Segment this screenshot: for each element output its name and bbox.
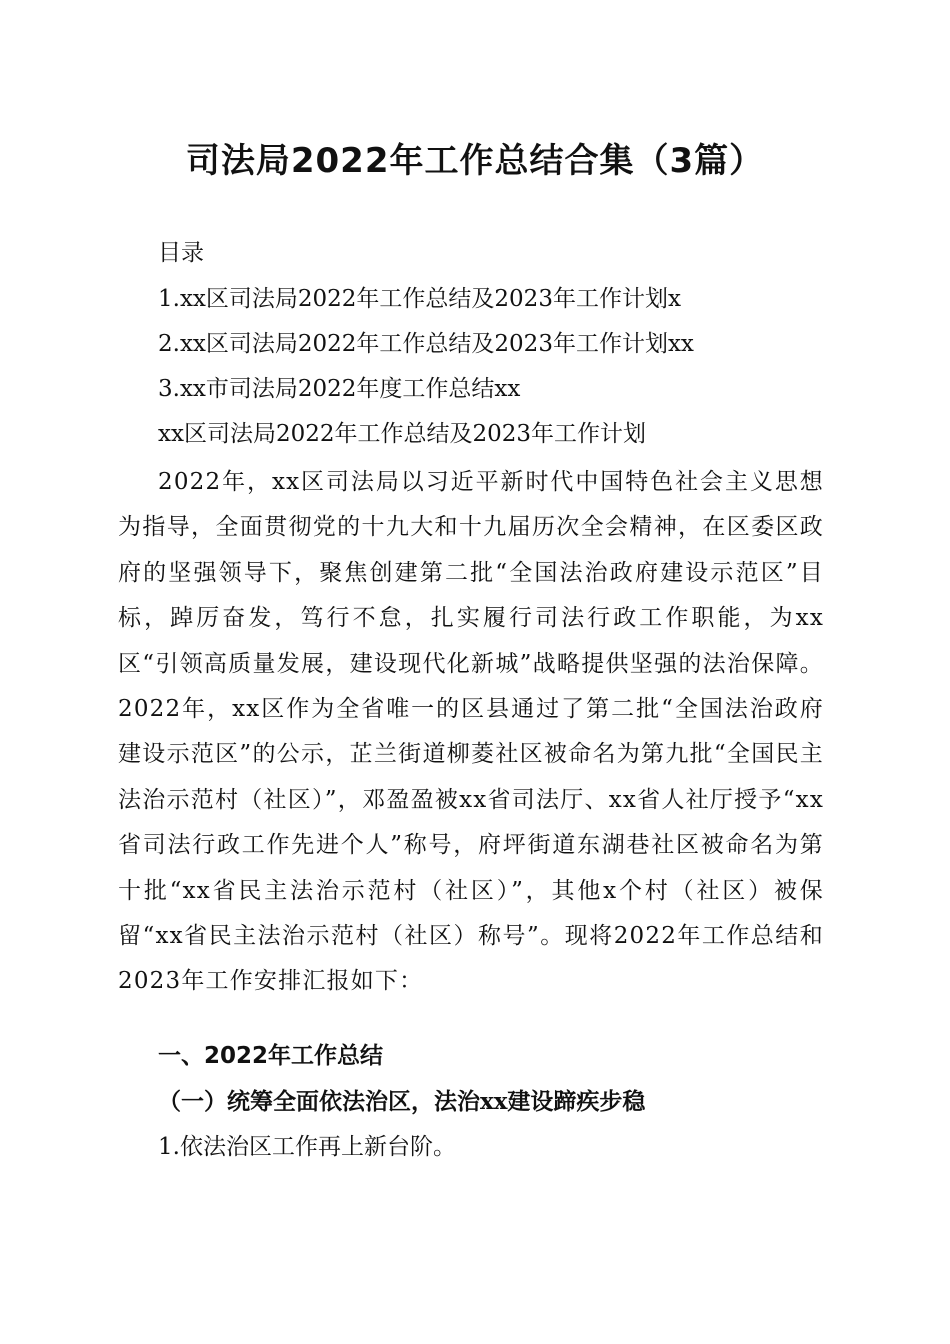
subsection-heading: （一）统筹全面依法治区，法治xx建设蹄疾步稳 bbox=[158, 1088, 646, 1115]
toc-item-1: 1.xx区司法局2022年工作总结及2023年工作计划x bbox=[158, 286, 681, 312]
intro-paragraph: 2022年，xx区司法局以习近平新时代中国特色社会主义思想为指导，全面贯彻党的十九大和十九届历次全会精神，在区委区政府的坚强领导下，聚焦创建第二批“全国法治政府建设示范区”目标，踔厉奋发，笃行不怠，扎实履行司法行政工作职能，为xx区“引领高质量发展，建设现代化新城”战略提供坚强的法治保障。2022年，xx区作为全省唯一的区县通过了第二批“全国法治政府建设示范区”的公示，芷兰街道柳菱社区被命名为第九批“全国民主法治示范村（社区）”，邓盈盈被xx省司法厅、xx省人社厅授予“xx省司法行政工作先进个人”称号，府坪街道东湖巷社区被命名为第十批“xx省民主法治示范村（社区）”，其他x个村（社区）被保留“xx省民主法治示范村（社区）称号”。现将2022年工作总结和2023年工作安排汇报如下： bbox=[118, 469, 824, 995]
document-title: 司法局2022年工作总结合集（3篇） bbox=[185, 141, 765, 181]
toc-item-2: 2.xx区司法局2022年工作总结及2023年工作计划xx bbox=[158, 331, 694, 357]
item-heading: 1.依法治区工作再上新台阶。 bbox=[158, 1134, 456, 1160]
section-heading: 一、2022年工作总结 bbox=[158, 1043, 384, 1069]
article-title: xx区司法局2022年工作总结及2023年工作计划 bbox=[158, 421, 647, 447]
toc-item-3: 3.xx市司法局2022年度工作总结xx bbox=[158, 376, 521, 402]
toc-heading: 目录 bbox=[158, 240, 204, 266]
